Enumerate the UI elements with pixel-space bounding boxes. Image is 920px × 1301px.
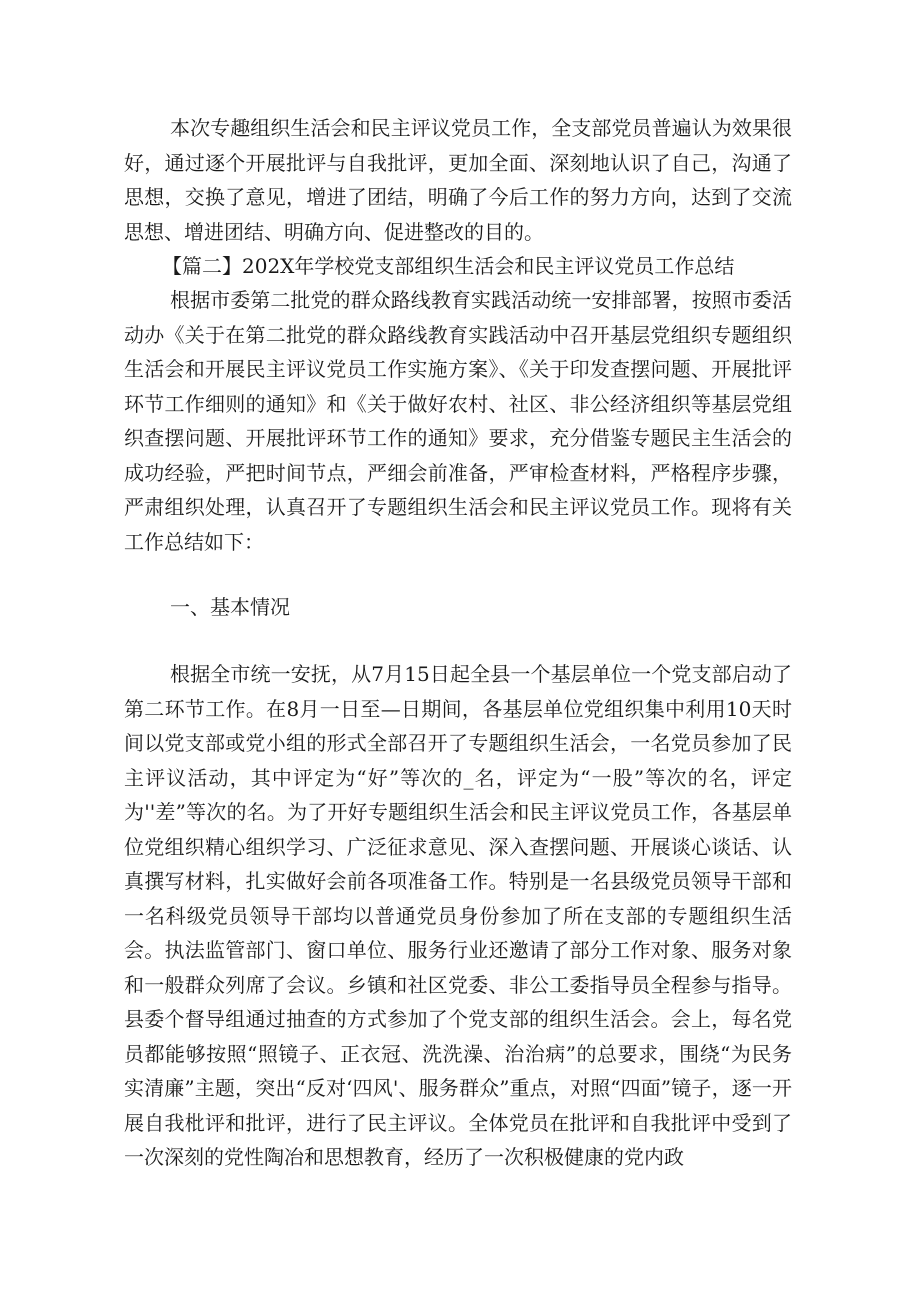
paragraph-introduction: 根据市委第二批党的群众路线教育实践活动统一安排部署，按照市委活动办《关于在第二批党的群众路线教育实践活动中召开基层党组织专题组织生活会和开展民主评议党员工作实施方案》、《关于印发查摆问题、开展批评环节工作细则的通知》和《关于做好农村、社区、非公经济组织等基层党组织查摆问题、开展批评环节工作的通知》要求，充分借鉴专题民主生活会的成功经验，严把时间节点，严细会前准备，严审检查材料，严格程序步骤，严肃组织处理，认真召开了专题组织生活会和民主评议党员工作。现将有关工作总结如下： — [124, 288, 792, 554]
paragraph-basic-situation: 根据全市统一安抚，从7月15日起全县一个基层单位一个党支部启动了第二环节工作。在8月一日至—日期间，各基层单位党组织集中利用10天时间以党支部或党小组的形式全部召开了专题组织生活会，一名党员参加了民主评议活动，其中评定为“好”等次的_名，评定为“一股”等次的名，评定为''差”等次的名。为了开好专题组织生活会和民主评议党员工作，各基层单位党组织精心组织学习、广泛征求意见、深入查摆问题、开展谈心谈话、认真撰写材料，扎实做好会前各项准备工作。特别是一名县级党员领导干部和一名科级党员领导干部均以普通党员身份参加了所在支部的专题组织生活会。执法监管部门、窗口单位、服务行业还邀请了部分工作对象、服务对象和一般群众列席了会议。乡镇和社区党委、非公工委指导员全程参与指导。县委个督导组通过抽查的方式参加了个党支部的组织生活会。会上，每名党员都能够按照“照镜子、正衣冠、洗洗澡、治治病”的总要求，围绕“为民务实清廉”主题，突出“反对‘四风'、服务群众”重点，对照“四面”镜子，逐一开展自我枇评和批评，进行了民主评议。全体党员在批评和自我批评中受到了一次深刻的党性陶冶和思想教育，经历了一次积极健康的党内政 — [124, 662, 792, 1169]
section-heading-basic-situation: 一、基本情况 — [170, 595, 290, 619]
paragraph-conclusion: 本次专趣组织生活会和民主评议党员工作，全支部党员普遍认为效果很好，通过逐个开展批评与自我批评，更加全面、深刻地认识了自己，沟通了思想，交换了意见，增进了团结，明确了今后工作的努力方向，达到了交流思想、增进团结、明确方向、促进整改的目的。 — [124, 116, 792, 244]
section-heading-part-two: 【篇二】202X年学校党支部组织生活会和民主评议党员工作总结 — [162, 254, 735, 278]
